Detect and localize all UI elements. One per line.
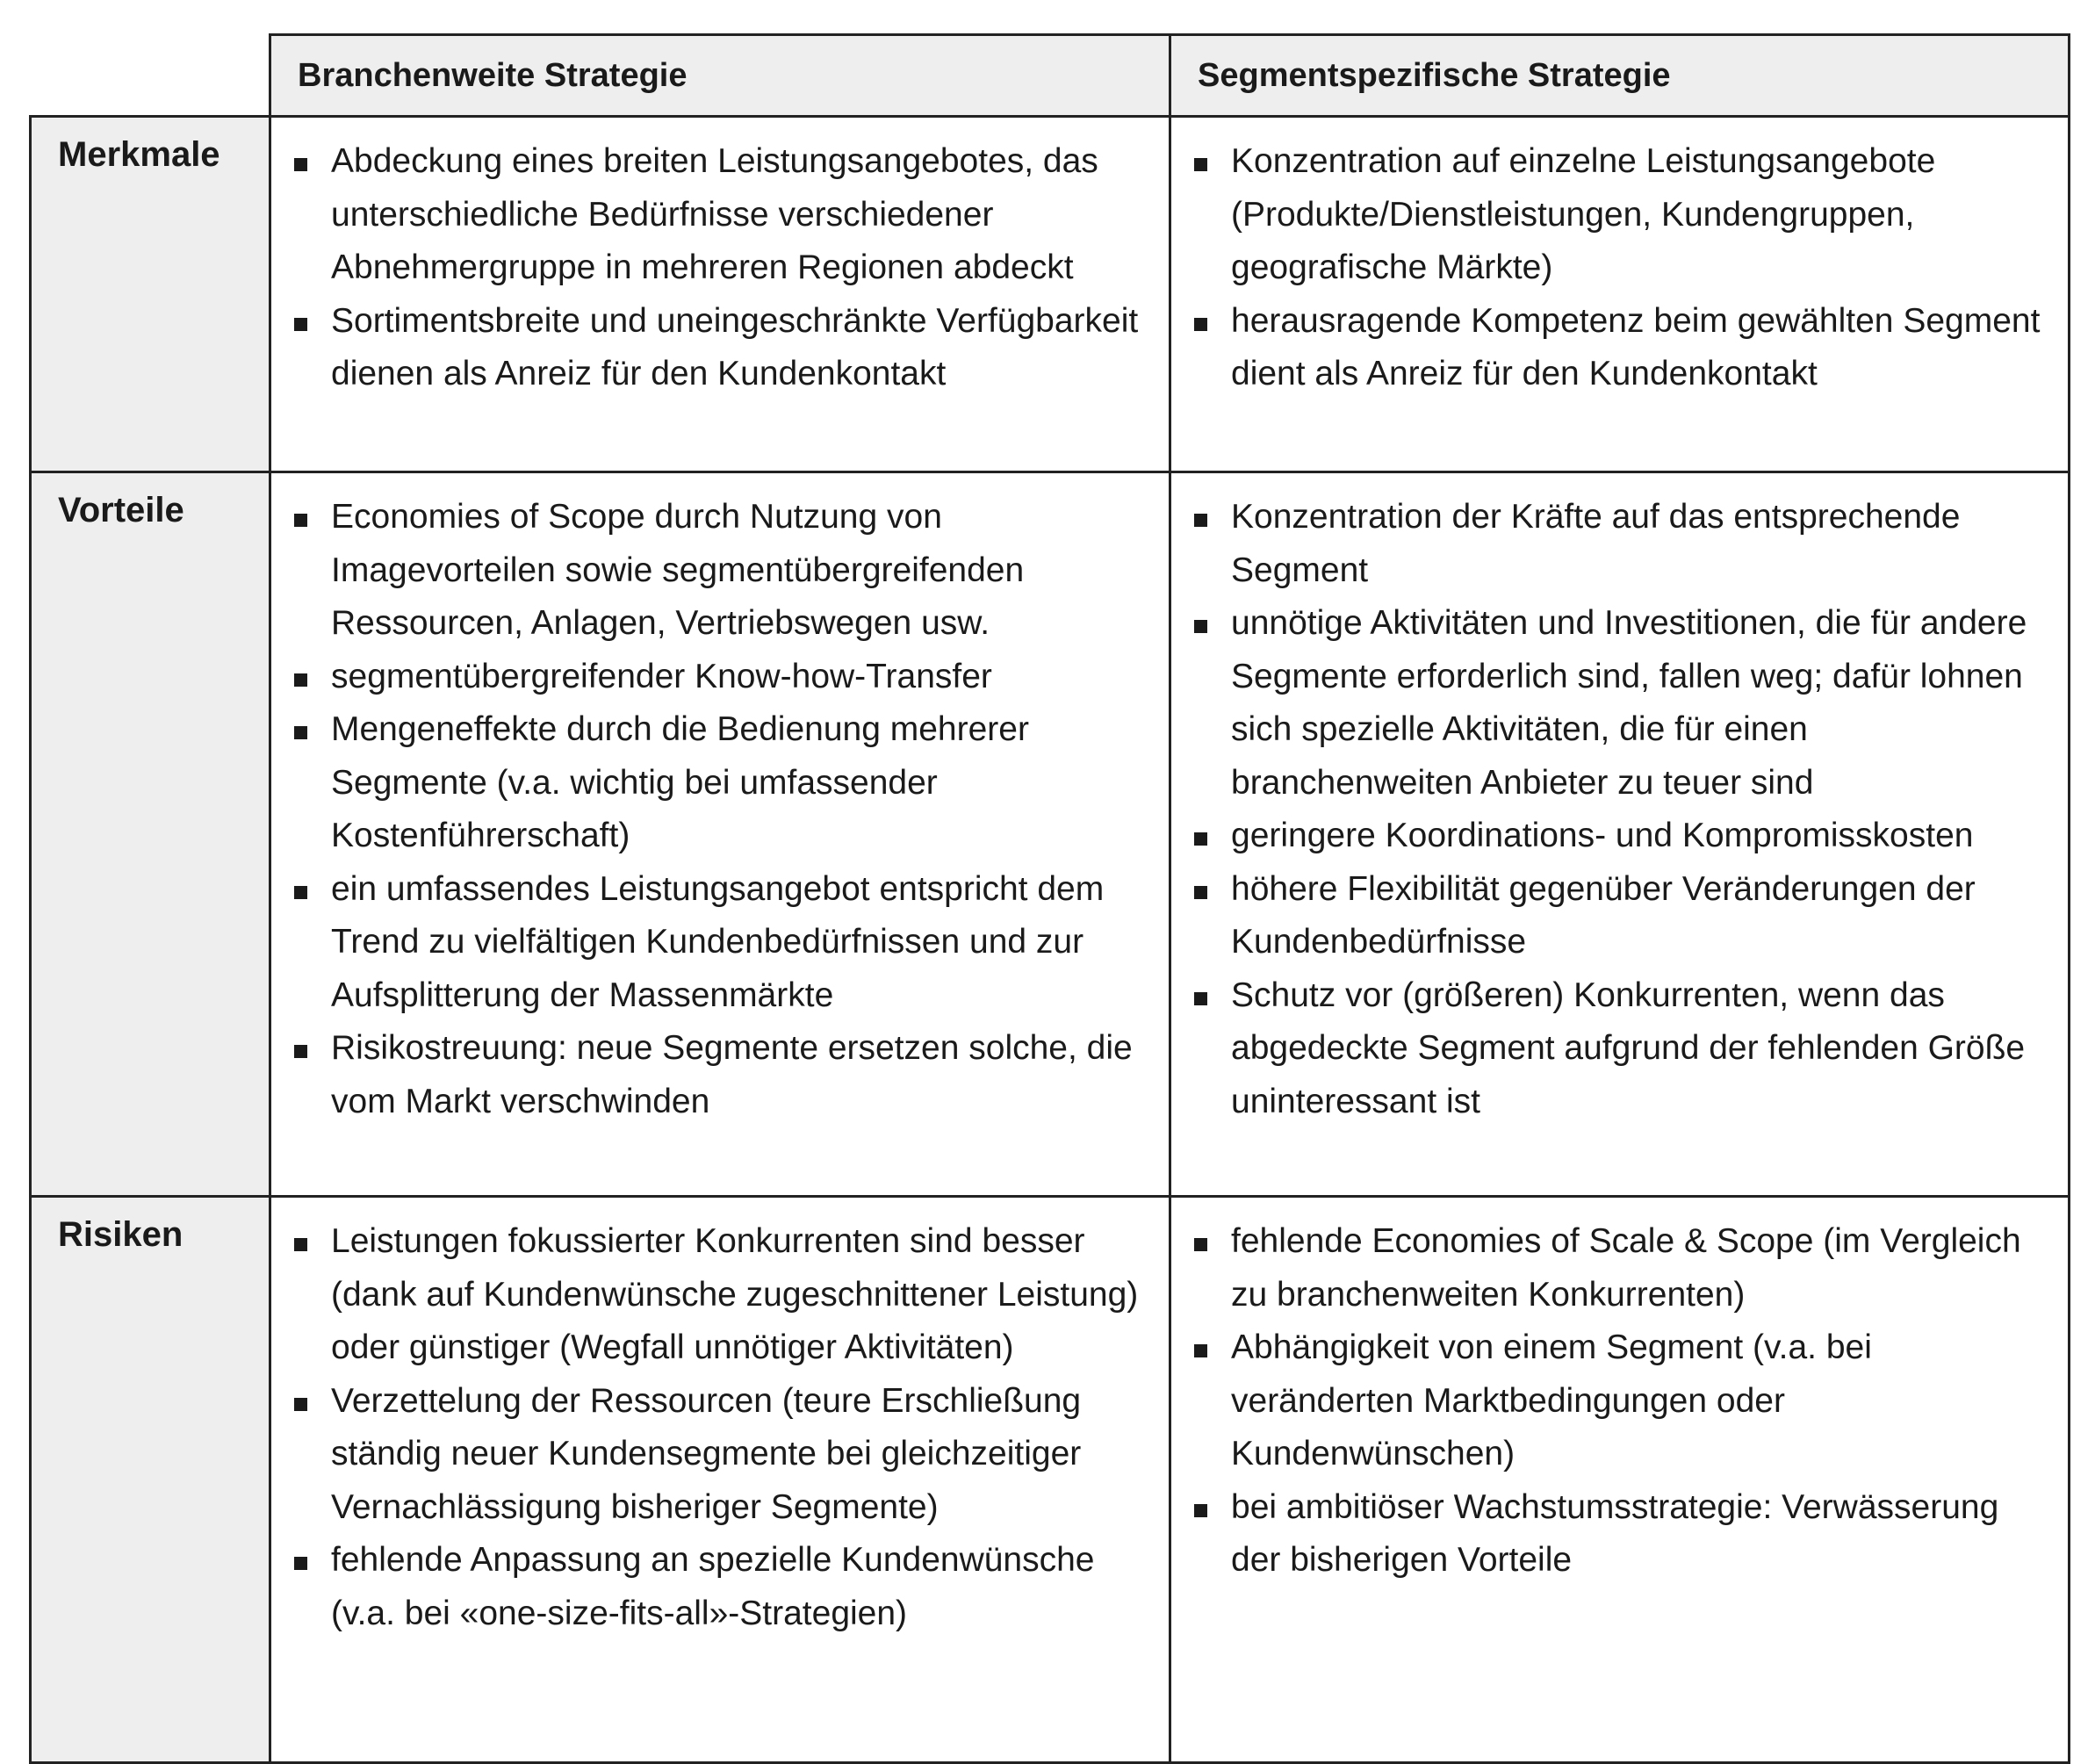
list-item: Leistungen fokussierter Konkurrenten sind besser (dank auf Kundenwünsche zugeschnittener Leistung) oder günstiger (Wegfall unnötiger Aktivitäten) — [292, 1215, 1158, 1375]
list-item: Sortimentsbreite und uneingeschränkte Verfügbarkeit dienen als Anreiz für den Kundenkontakt — [292, 295, 1158, 401]
list-item: fehlende Anpassung an spezielle Kundenwünsche (v.a. bei «one-size-fits-all»-Strategien) — [292, 1534, 1158, 1640]
list-item: Konzentration auf einzelne Leistungsangebote (Produkte/Dienstleistungen, Kundengruppen, geografische Märkte) — [1192, 135, 2057, 295]
cell-vorteile-segmentspezifische — [1170, 472, 2070, 1197]
list-item: höhere Flexibilität gegenüber Veränderungen der Kundenbedürfnisse — [1192, 863, 2057, 969]
bullet-list — [1192, 491, 2057, 1128]
table-row-risiken — [31, 1197, 2070, 1763]
list-item: segmentübergreifender Know-how-Transfer — [292, 651, 1158, 704]
bullet-list — [292, 1215, 1158, 1640]
bullet-list — [1192, 1215, 2057, 1588]
list-item: Verzettelung der Ressourcen (teure Erschließung ständig neuer Kundensegmente bei gleichzeitiger Vernachlässigung bisheriger Segmente) — [292, 1375, 1158, 1535]
cell-vorteile-branchenweite — [270, 472, 1170, 1197]
bullet-list — [292, 135, 1158, 401]
list-item: Konzentration der Kräfte auf das entsprechende Segment — [1192, 491, 2057, 597]
cell-merkmale-branchenweite — [270, 117, 1170, 472]
list-item: bei ambitiöser Wachstumsstrategie: Verwässerung der bisherigen Vorteile — [1192, 1481, 2057, 1588]
empty-corner-cell — [31, 35, 270, 117]
cell-merkmale-segmentspezifische — [1170, 117, 2070, 472]
cell-risiken-segmentspezifische — [1170, 1197, 2070, 1763]
list-item: Risikostreuung: neue Segmente ersetzen solche, die vom Markt verschwinden — [292, 1022, 1158, 1128]
list-item: ein umfassendes Leistungsangebot entspricht dem Trend zu vielfältigen Kundenbedürfnissen und zur Aufsplitterung der Massenmärkte — [292, 863, 1158, 1023]
list-item: fehlende Economies of Scale & Scope (im Vergleich zu branchenweiten Konkurrenten) — [1192, 1215, 2057, 1321]
column-header-branchenweite: Branchenweite Strategie — [270, 35, 1170, 117]
list-item: Abdeckung eines breiten Leistungsangebotes, das unterschiedliche Bedürfnisse verschiedener Abnehmergruppe in mehreren Regionen abdeckt — [292, 135, 1158, 295]
table-header-row — [31, 35, 2070, 117]
list-item: Abhängigkeit von einem Segment (v.a. bei veränderten Marktbedingungen oder Kundenwünschen) — [1192, 1321, 2057, 1481]
list-item: Schutz vor (größeren) Konkurrenten, wenn das abgedeckte Segment aufgrund der fehlenden Größe uninteressant ist — [1192, 969, 2057, 1129]
list-item: unnötige Aktivitäten und Investitionen, die für andere Segmente erforderlich sind, fallen weg; dafür lohnen sich spezielle Aktivitäten, die für einen branchenweiten Anbieter zu teuer sind — [1192, 597, 2057, 810]
row-header-merkmale: Merkmale — [31, 117, 270, 472]
list-item: Mengeneffekte durch die Bedienung mehrerer Segmente (v.a. wichtig bei umfassender Kostenführerschaft) — [292, 703, 1158, 863]
table-row-merkmale — [31, 117, 2070, 472]
list-item: Economies of Scope durch Nutzung von Imagevorteilen sowie segmentübergreifenden Ressourcen, Anlagen, Vertriebswegen usw. — [292, 491, 1158, 651]
cell-risiken-branchenweite — [270, 1197, 1170, 1763]
row-header-risiken: Risiken — [31, 1197, 270, 1763]
list-item: geringere Koordinations- und Kompromisskosten — [1192, 810, 2057, 863]
bullet-list — [292, 491, 1158, 1128]
table-row-vorteile — [31, 472, 2070, 1197]
column-header-segmentspezifische: Segmentspezifische Strategie — [1170, 35, 2070, 117]
bullet-list — [1192, 135, 2057, 401]
strategy-comparison-table — [29, 33, 2070, 1764]
row-header-vorteile: Vorteile — [31, 472, 270, 1197]
list-item: herausragende Kompetenz beim gewählten Segment dient als Anreiz für den Kundenkontakt — [1192, 295, 2057, 401]
